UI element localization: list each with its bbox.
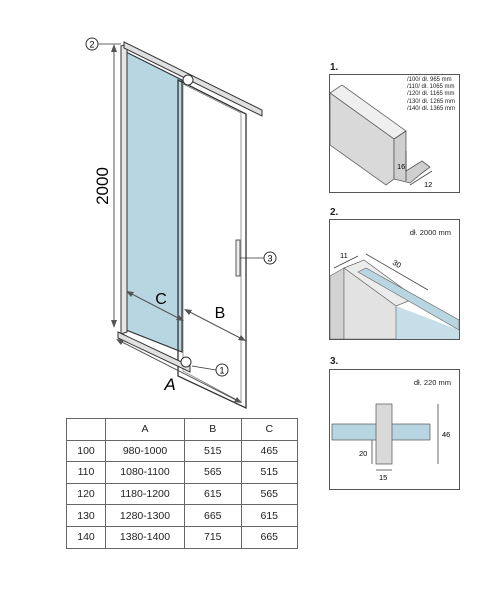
sliding-door-inner <box>183 84 241 402</box>
table-row <box>67 440 298 462</box>
table-cell: 515 <box>185 440 242 462</box>
height-arrow-top <box>111 44 117 52</box>
table-cell: 565 <box>241 483 298 505</box>
note-130: /130/ dł. 1265 mm <box>406 98 455 105</box>
table-cell: 615 <box>241 505 298 527</box>
table-cell: 130 <box>67 505 106 527</box>
dim-15-label: 15 <box>379 473 388 482</box>
note-100: /100/ dł. 965 mm <box>406 77 452 83</box>
dim-16-label: 16 <box>397 162 406 171</box>
dim-20-label: 20 <box>359 449 368 458</box>
note-140: /140/ dł. 1365 mm <box>406 105 455 112</box>
table-header-row <box>67 419 298 441</box>
dim-46-label: 46 <box>442 430 451 439</box>
table-cell: 565 <box>185 462 242 484</box>
table-header-cell: B <box>185 419 242 441</box>
callout-2-label: 2 <box>89 39 95 50</box>
table-cell: 140 <box>67 526 106 548</box>
table-cell: 715 <box>185 526 242 548</box>
top-roller <box>183 75 193 85</box>
dim-11-label: 11 <box>340 251 348 260</box>
table-cell: 120 <box>67 483 106 505</box>
shower-door-drawing <box>0 0 300 410</box>
a-dimension-label: A <box>164 375 176 394</box>
panel-1-number: 1. <box>330 62 339 73</box>
bottom-guide <box>181 357 191 367</box>
table-row <box>67 483 298 505</box>
table-cell: 1380-1400 <box>106 526 185 548</box>
wall-face <box>330 268 344 339</box>
profile-end-section <box>394 131 430 183</box>
note-110: /110/ dł. 1065 mm <box>406 84 455 91</box>
panel-2-number: 2. <box>330 207 339 218</box>
table-row <box>67 526 298 548</box>
panel-3 <box>329 369 460 490</box>
panel-3-number: 3. <box>330 356 339 367</box>
table-header-cell: C <box>241 419 298 441</box>
height-label: 2000 <box>93 167 112 205</box>
panel-1 <box>329 74 460 193</box>
panel-1-notes <box>407 77 455 113</box>
height-arrow-bottom <box>111 320 117 328</box>
table-header-cell <box>67 419 106 441</box>
table-cell: 1080-1100 <box>106 462 185 484</box>
dimensions-table <box>66 418 298 549</box>
table-cell: 515 <box>241 462 298 484</box>
table-cell: 665 <box>185 505 242 527</box>
table-cell: 465 <box>241 440 298 462</box>
b-dimension-label: B <box>214 305 226 322</box>
panel-3-note: dł. 220 mm <box>413 378 451 387</box>
table-cell: 980-1000 <box>106 440 185 462</box>
table-header-cell: A <box>106 419 185 441</box>
door-handle <box>236 240 240 276</box>
c-dimension-label: C <box>155 291 167 308</box>
callout-3-label: 3 <box>267 253 273 264</box>
table-cell: 615 <box>185 483 242 505</box>
callout-1-label: 1 <box>219 365 225 376</box>
dim-12-label: 12 <box>424 180 433 189</box>
panel-2 <box>329 219 460 340</box>
callout-1-leader <box>192 366 216 370</box>
guide-block <box>376 404 392 464</box>
fixed-glass-panel <box>126 52 182 352</box>
note-120: /120/ dł. 1165 mm <box>406 91 455 98</box>
dim-30-label: 30 <box>391 257 403 270</box>
wall-profile <box>121 44 127 334</box>
table-cell: 1280-1300 <box>106 505 185 527</box>
panel-3-drawing <box>330 370 459 489</box>
table-cell: 665 <box>241 526 298 548</box>
table-cell: 100 <box>67 440 106 462</box>
table-row <box>67 505 298 527</box>
table-cell: 1180-1200 <box>106 483 185 505</box>
panel-2-note: dł. 2000 mm <box>409 228 451 237</box>
table-row <box>67 462 298 484</box>
panel-2-drawing <box>330 220 459 339</box>
table-cell: 110 <box>67 462 106 484</box>
